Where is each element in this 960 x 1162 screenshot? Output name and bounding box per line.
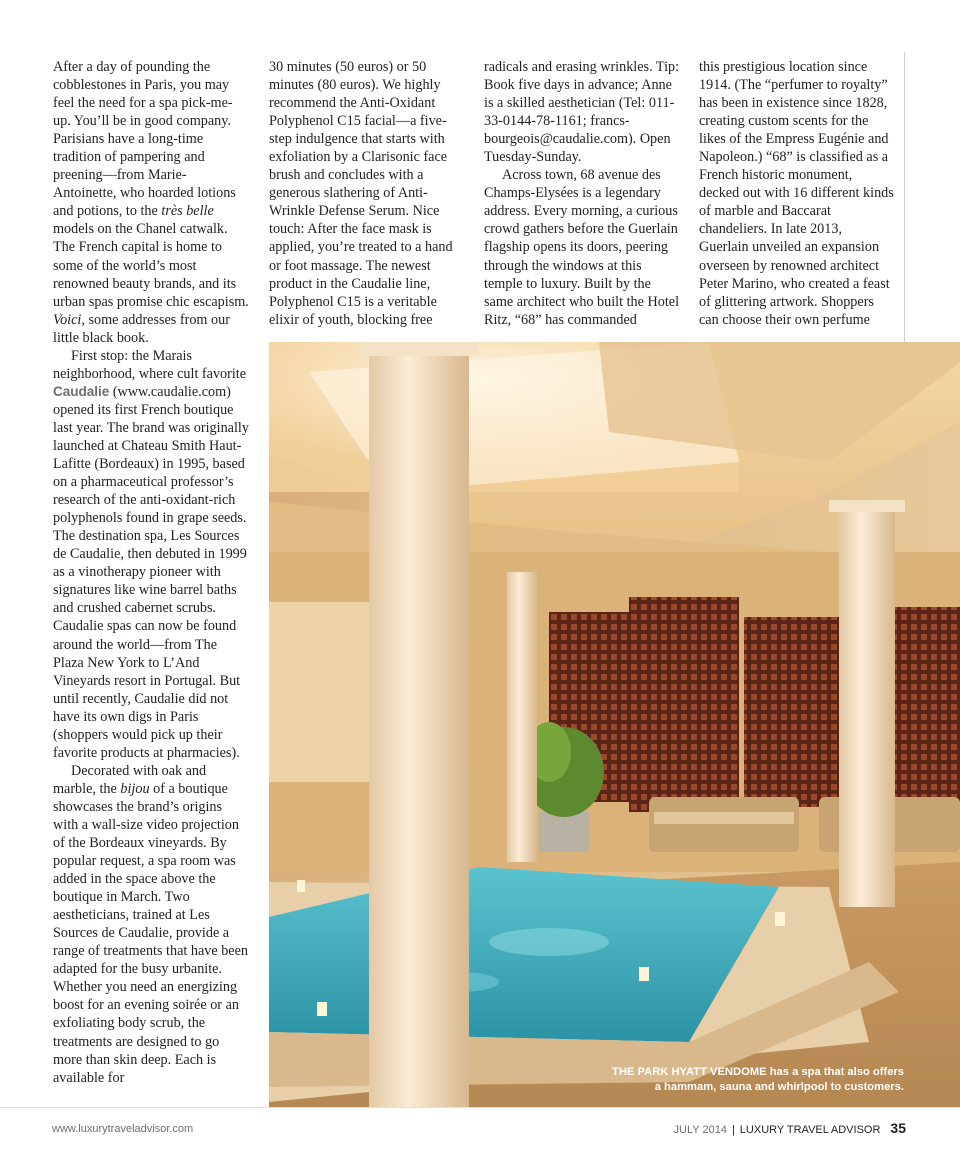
column-divider <box>904 52 905 342</box>
footer-publication-name: LUXURY TRAVEL ADVISOR <box>739 1124 881 1136</box>
page-number: 35 <box>890 1120 906 1136</box>
article-paragraph: Decorated with oak and marble, the bijou of a boutique showcases the brand’s origins with a wall-size video projection of the Bordeaux vineyards. By popular request, a spa room was added in the space above the boutique in March. Two aestheticians, trained at Les Sources de Caudalie, provide a range of treatments that have been adapted for the busy urbanite. Whether you need an energizing boost for an evening soirée or an exfoliating body scrub, the treatments are designed to go more than skin deep. Each is available for <box>53 762 248 1086</box>
article-paragraph: After a day of pounding the cobblestones in Paris, you may feel the need for a spa pick-me-up. You’ll be in good company. Parisians have a long-time tradition of pampering and preening—from Marie-Antoinette, who hoarded lotions and potions, to the très belle models on the Chanel catwalk. The French capital is home to some of the world’s most renowned beauty brands, and its urban spas promise chic escapism. Voici, some addresses from our little black book. <box>53 59 249 346</box>
brand-name-caudalie: Caudalie <box>53 383 110 399</box>
article-paragraph: 30 minutes (50 euros) or 50 minutes (80 euros). We highly recommend the Anti-Oxidant Polyphenol C15 facial—a five-step indulgence that starts with exfoliation by a Clarisonic face brush and concludes with a generous slathering of Anti-Wrinkle Defense Serum. Nice touch: After the face mask is applied, you’re treated to a hand or foot massage. The newest product in the Caudalie line, Polyphenol C15 is a veritable elixir of youth, blocking free <box>269 59 453 328</box>
article-column-1 <box>53 58 249 1087</box>
article-column-2 <box>269 58 465 329</box>
article-column-4 <box>699 58 895 329</box>
photo-caption: THE PARK HYATT VENDOME has a spa that also offers a hammam, sauna and whirlpool to customers. <box>612 1066 904 1093</box>
footer-folio <box>674 1120 906 1136</box>
article-paragraph: First stop: the Marais neighborhood, where cult favorite Caudalie (www.caudalie.com) opened its first French boutique last year. The brand was originally launched at Chateau Smith Haut-Lafitte (Bordeaux) in 1995, based on a pharmaceutical professor’s research of the anti-oxidant-rich polyphenols found in grape seeds. The destination spa, Les Sources de Caudalie, then debuted in 1999 as a vinotherapy pioneer with signatures like wine barrel baths and crushed cabernet scrubs. Caudalie spas can now be found around the world—from The Plaza New York to L’And Vineyards resort in Portugal. But until recently, Caudalie did not have its own digs in Paris (shoppers would pick up their favorite products at pharmacies). <box>53 347 249 761</box>
footer-separator: | <box>731 1124 735 1136</box>
spa-pool-illustration <box>269 342 960 1107</box>
article-paragraph: Across town, 68 avenue des Champs-Elysées is a legendary address. Every morning, a curious crowd gathers before the Guerlain flagship opens its doors, peering through the windows at this temple to luxury. Built by the same architect who built the Hotel Ritz, “68” has commanded <box>484 167 680 328</box>
article-paragraph: this prestigious location since 1914. (The “perfumer to royalty” has been in existence since 1828, creating custom scents for the likes of the Empress Eugénie and Napoleon.) “68” is classified as a French historic monument, decked out with 16 different kinds of marble and Baccarat chandeliers. In late 2013, Guerlain unveiled an expansion overseen by renowned architect Peter Marino, who created a feast of glittering artwork. Shoppers can choose their own perfume <box>699 59 894 328</box>
footer-website-url[interactable]: www.luxurytraveladvisor.com <box>52 1123 194 1135</box>
footer-rule <box>0 1107 960 1108</box>
spa-pool-photo <box>269 342 960 1107</box>
article-paragraph: radicals and erasing wrinkles. Tip: Book five days in advance; Anne is a skilled aesthetician (Tel: 011-33-0144-78-1161; francs-bourgeois@caudalie.com). Open Tuesday-Sunday. <box>484 59 680 166</box>
footer-issue-date: JULY 2014 <box>673 1124 727 1136</box>
article-column-3 <box>484 58 682 329</box>
